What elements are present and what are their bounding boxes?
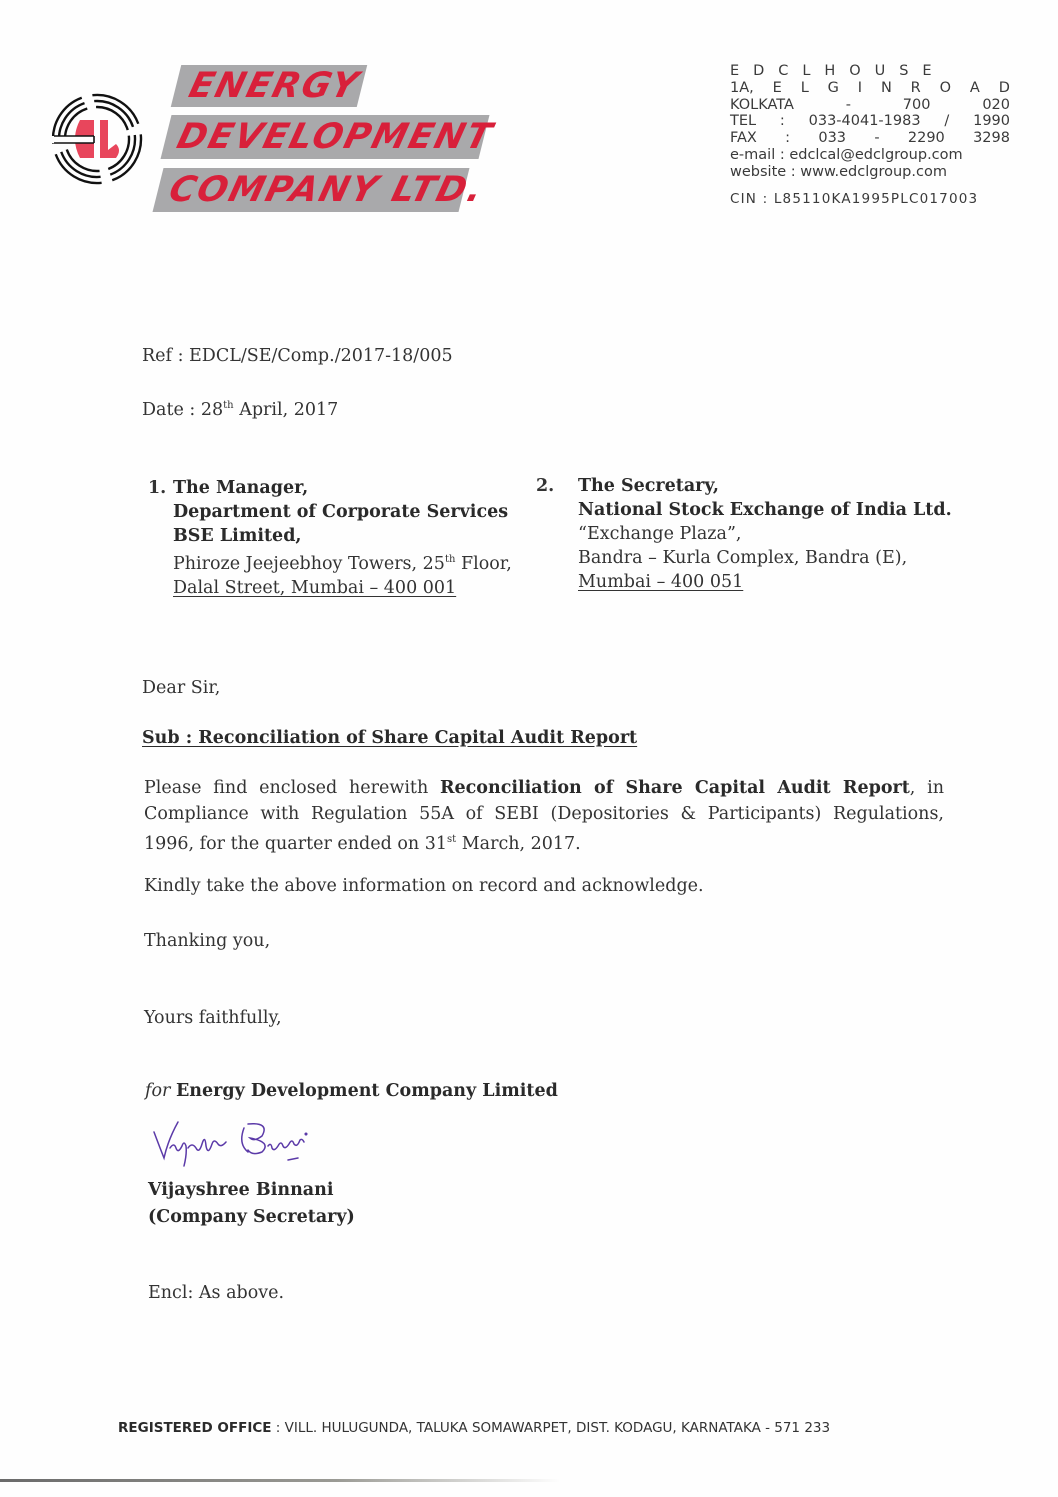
address-token: R [910,79,921,96]
address-token: : [779,113,785,130]
address-token: FAX [730,130,757,147]
logo-band-energy [171,65,367,107]
logo-text-energy: ENERGY [185,66,364,106]
signatory-company [145,1081,558,1101]
addressee-line: National Stock Exchange of India Ltd. [578,500,952,520]
body-paragraph [144,775,944,857]
reference-number: Ref : EDCL/SE/Comp./2017-18/005 [142,346,453,366]
address-token: 2290 [907,130,945,147]
addressee-floor: Phiroze Jeejeebhoy Towers, 25 [173,553,445,574]
address-tel [730,113,1010,130]
footer-rule [0,1479,560,1482]
address-token: O [939,79,952,96]
address-token: I [857,79,863,96]
addressee-line: Bandra – Kurla Complex, Bandra (E), [578,548,908,568]
signatory-title: (Company Secretary) [148,1207,355,1227]
logo-text-company: COMPANY LTD. [165,170,489,210]
logo-band-company [153,168,489,212]
handwritten-signature [150,1118,370,1168]
address-cin: CIN : L85110KA1995PLC017003 [730,190,979,207]
address-city [730,97,1010,114]
para-text: , in Compliance with Regulation 55A of SEBI (Depositories & Participants) Regulations, 1996, for the quarter ended on 31 [144,778,944,854]
address-token: A [969,79,980,96]
para-text: Please find enclosed herewith [144,778,440,798]
address-token: - [874,130,880,147]
logo-text-development: DEVELOPMENT [173,117,498,157]
address-token: S [899,63,909,79]
letter-date [142,400,338,420]
letterhead-address [730,63,1010,207]
address-token: 1A, [730,79,754,96]
address-token: 020 [982,96,1010,113]
address-fax [730,130,1010,147]
addressee-line: Department of Corporate Services [173,502,509,522]
company-name: Energy Development Company Limited [175,1081,558,1101]
address-token: E [730,63,740,79]
footer-address: : VILL. HULUGUNDA, TALUKA SOMAWARPET, DIST. KODAGU, KARNATAKA - 571 233 [271,1420,831,1436]
para-bold: Reconciliation of Share Capital Audit Report [439,778,910,798]
signatory-name: Vijayshree Binnani [148,1180,334,1200]
addressee-number: 2. [536,476,555,496]
addressee-nse [536,474,952,594]
address-token: 1990 [973,113,1010,130]
addressee-number: 1. [148,478,167,498]
address-token: / [944,113,950,130]
salutation: Dear Sir, [142,678,221,698]
address-email: e-mail : edclcal@edclgroup.com [730,146,963,163]
addressee-line [173,548,512,576]
address-token: D [998,79,1010,96]
addressee-line: Mumbai – 400 051 [578,572,744,592]
addressee-line: BSE Limited, [173,526,302,546]
edcl-emblem-icon [50,92,144,186]
address-token: E [772,79,782,96]
address-token: G [827,79,839,96]
address-token: 3298 [973,130,1010,147]
address-token: 033 [818,130,847,147]
address-token: : [785,130,791,147]
date-day: Date : 28 [142,400,224,420]
address-house [730,63,932,80]
addressee-line: The Secretary, [578,476,719,496]
subject-line: Sub : Reconciliation of Share Capital Audit Report [142,728,638,748]
acknowledge-request: Kindly take the above information on record and acknowledge. [144,876,704,896]
address-token: L [802,63,811,79]
address-token: 033-4041-1983 [808,113,921,130]
for-prefix: for [145,1081,171,1101]
para-sup: st [447,834,457,845]
addressee-line: Dalal Street, Mumbai – 400 001 [173,577,457,598]
enclosure-note: Encl: As above. [148,1283,285,1303]
address-token: E [922,63,932,79]
address-token: - [845,96,851,113]
address-token: 700 [902,96,931,113]
address-token: L [800,79,809,96]
addressee-floor-rest: Floor, [455,553,512,574]
addressee-sup: th [444,554,456,565]
para-text: March, 2017. [456,833,581,854]
addressee-bse [148,476,512,600]
thanks-line: Thanking you, [144,931,271,951]
address-road [730,80,1010,97]
address-token: H [824,63,836,79]
registered-office-footer [118,1420,830,1436]
date-sup: th [223,400,234,412]
closing-line: Yours faithfully, [144,1008,282,1028]
address-token: N [880,79,892,96]
address-token: O [849,63,861,79]
address-token: D [753,63,765,79]
footer-label: REGISTERED OFFICE [118,1420,272,1436]
addressee-line: “Exchange Plaza”, [578,524,742,544]
logo-band-development [161,115,498,159]
address-token: KOLKATA [730,96,794,113]
address-website: website : www.edclgroup.com [730,163,947,180]
addressee-line: The Manager, [173,478,309,498]
date-rest: April, 2017 [233,400,339,420]
address-token: C [778,63,789,79]
address-token: TEL [730,113,757,130]
address-token: U [874,63,886,79]
